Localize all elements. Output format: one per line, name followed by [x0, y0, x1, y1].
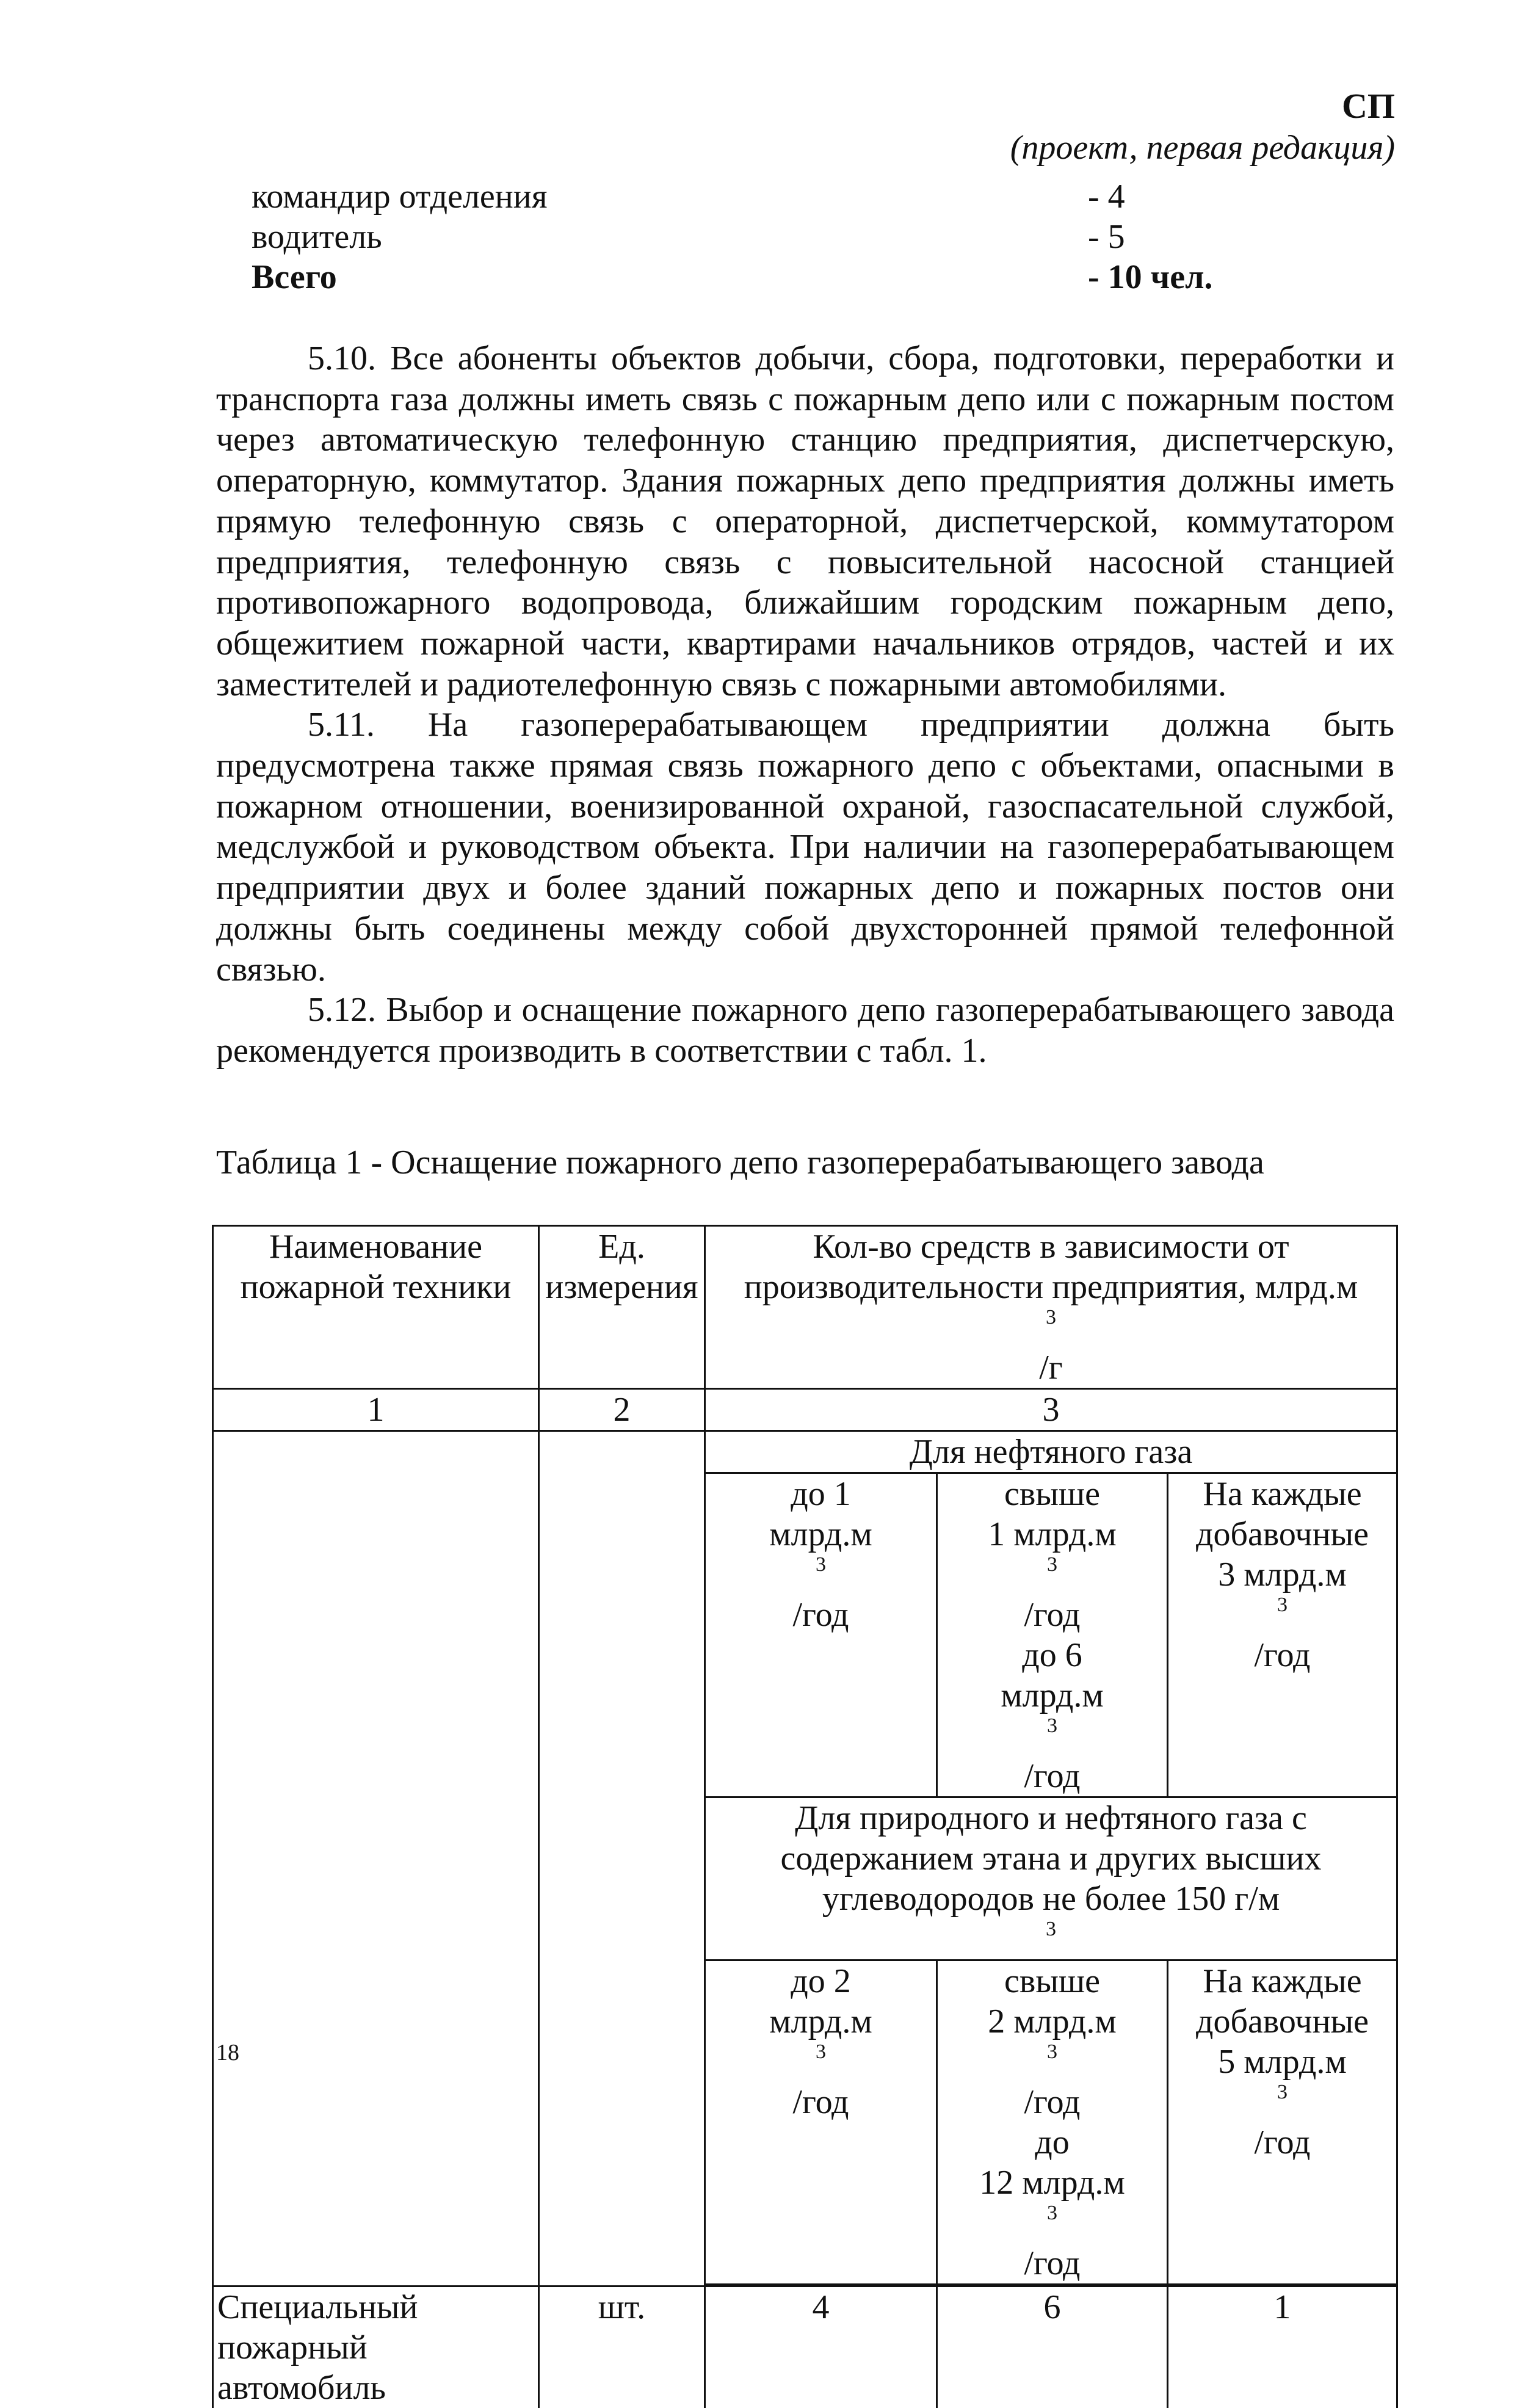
staff-name: водитель [252, 217, 382, 256]
page-number: 18 [216, 2039, 239, 2066]
staff-total-value: - 10 чел. [1088, 258, 1213, 297]
paragraph-5-12: 5.12. Выбор и оснащение пожарного депо газоперерабатывающего завода рекомендуется производить в соответствии с табл. 1. [216, 990, 1394, 1071]
document-code: СП [1342, 85, 1395, 126]
table-row [213, 2287, 1397, 2408]
empty-unit-cell [539, 1431, 705, 2287]
oil-gas-title-row [213, 1431, 1397, 1473]
column-number: 2 [539, 1389, 705, 1431]
quantity-additional: 1 [1168, 2287, 1397, 2408]
oil-gas-title: Для нефтяного газа [705, 1431, 1397, 1473]
staff-count: - 5 [1088, 217, 1125, 256]
header-quantity: Кол-во средств в зависимости от производительности предприятия, млрд.м $^3$ /г [705, 1226, 1397, 1389]
staff-name: командир отделения [252, 177, 547, 216]
table-header-row [213, 1226, 1397, 1389]
empty-name-cell [213, 1431, 539, 2287]
quantity-oil-2: 6 [937, 2287, 1168, 2408]
header-equipment-name: Наименование пожарной техники [213, 1226, 539, 1389]
staff-row [252, 217, 1289, 258]
column-number: 1 [213, 1389, 539, 1431]
quantity-oil-1: 4 [705, 2287, 937, 2408]
paragraph-5-11: 5.11. На газоперерабатывающем предприятии должна быть предусмотрена также прямая связь пожарного депо с объектами, опасными в пожарном отношении, военизированной охраной, газоспасательной службой, медслужбой и руководством объекта. При наличии на газоперерабатывающем предприятии двух и более зданий пожарных депо и пожарных постов они должны быть соединены между собой двухсторонней прямой телефонной связью. [216, 705, 1394, 990]
column-number-row [213, 1389, 1397, 1431]
staff-count: - 4 [1088, 177, 1125, 216]
equipment-name: Специальный пожарный автомобиль [213, 2287, 539, 2408]
body-text [216, 338, 1394, 1072]
oil-range-1-to-6: свыше 1 млрд.м $^3$ /год до 6 млрд.м $^3$ /год [937, 1473, 1168, 1797]
table-caption: Таблица 1 - Оснащение пожарного депо газоперерабатывающего завода [216, 1143, 1264, 1182]
equipment-unit: шт. [539, 2287, 705, 2408]
staff-total-label: Всего [252, 258, 337, 297]
staff-row [252, 177, 1289, 217]
natural-range-additional: На каждые добавочные 5 млрд.м $^3$ /год [1168, 1960, 1397, 2285]
oil-range-up-to-1: до 1 млрд.м $^3$ /год [705, 1473, 937, 1797]
column-number: 3 [705, 1389, 1397, 1431]
natural-range-up-to-2: до 2 млрд.м $^3$ /год [705, 1960, 937, 2285]
natural-gas-title: Для природного и нефтяного газа с содержанием этана и других высших углеводородов не более 150 г/м $^3$ [705, 1797, 1397, 1960]
header-unit: Ед. измерения [539, 1226, 705, 1389]
equipment-table [212, 1225, 1398, 2408]
edition-note: (проект, первая редакция) [1010, 128, 1395, 167]
staff-total-row [252, 258, 1289, 298]
oil-range-additional: На каждые добавочные 3 млрд.м $^3$ /год [1168, 1473, 1397, 1797]
natural-range-2-to-12: свыше 2 млрд.м $^3$ /год до 12 млрд.м $^3$ /год [937, 1960, 1168, 2285]
paragraph-5-10: 5.10. Все абоненты объектов добычи, сбора, подготовки, переработки и транспорта газа должны иметь связь с пожарным депо или с пожарным постом через автоматическую телефонную станцию предприятия, диспетчерскую, операторную, коммутатор. Здания пожарных депо предприятия должны иметь прямую телефонную связь с операторной, диспетчерской, коммутатором предприятия, телефонную связь с повысительной насосной станцией противопожарного водопровода, ближайшим городским пожарным депо, общежитием пожарной части, квартирами начальников отрядов, частей и их заместителей и радиотелефонную связь с пожарными автомобилями. [216, 338, 1394, 705]
